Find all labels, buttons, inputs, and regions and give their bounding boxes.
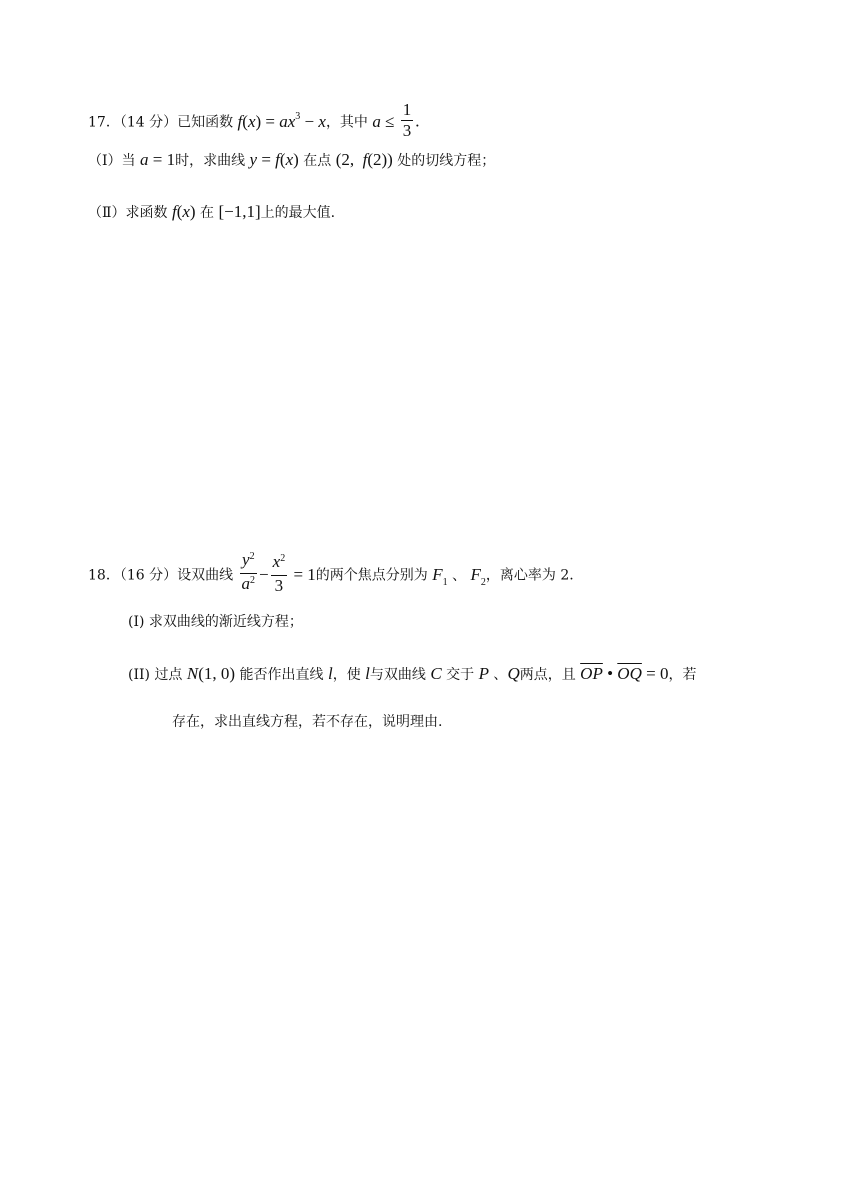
- q18-part2-text-d: 与双曲线: [369, 667, 426, 683]
- q18-part2-text-b: 能否作出直线: [239, 667, 324, 683]
- q18-number: 18．（16 分）: [88, 567, 178, 584]
- q18-curve-c: C: [430, 664, 442, 683]
- q17-stem: 17．（14 分）已知函数 $f(x) = ax^3 - x$，其中 a ≤ $\frac{1}{3}$ .: [88, 100, 420, 140]
- q18-text-foci: 的两个焦点分别为: [315, 567, 428, 584]
- q17-part1-when: 当: [121, 153, 136, 169]
- q18-part2: [128, 664, 696, 685]
- q17-part2-label: （Ⅱ）: [88, 205, 126, 221]
- q17-part2-interval: [−1,1]: [218, 202, 261, 221]
- q17-part2-text: 求函数: [125, 205, 168, 221]
- q18-text-given: 设双曲线: [177, 567, 234, 584]
- q17-part1-curve: y = f(x): [249, 150, 299, 169]
- q17-part1-a-value: a = 1: [139, 150, 176, 169]
- q18-part2-text-e: 交于: [446, 667, 475, 683]
- q18-text-ecc: ，离心率为 2.: [485, 567, 574, 584]
- q18-line-l: l: [327, 664, 333, 683]
- q18-part1-text: 求双曲线的渐近线方程；: [148, 614, 303, 630]
- q17-part1: [88, 150, 495, 171]
- q18-stem: [88, 552, 574, 599]
- q18-part1-label: (I): [128, 614, 145, 630]
- q17-part1-point: (2, f(2)): [335, 150, 393, 169]
- q18-points-pq: P 、Q: [478, 664, 520, 683]
- q18-hyperbola-equation: $\frac{y^2}{a^2}$ − $\frac{x^2}{3}$ = 1: [241, 550, 316, 595]
- q17-function-formula: $f(x) = ax^3 - x$: [237, 110, 326, 131]
- q18-line-l-2: l: [365, 664, 370, 683]
- q18-part2-label: (II): [128, 667, 150, 683]
- q18-part2-continued: [172, 712, 442, 732]
- q17-number: 17．（14 分）: [88, 114, 178, 131]
- q17-part2-end: 上的最大值.: [260, 205, 336, 221]
- q18-part2-text-f: 两点，且: [519, 667, 576, 683]
- q18-dot-product: $\overline{OP}$ • $\overline{OQ} = 0$: [580, 664, 669, 683]
- q17-part1-end: 处的切线方程；: [397, 153, 496, 169]
- q18-part1: [128, 612, 303, 632]
- q17-part1-mid: 时，求曲线: [175, 153, 246, 169]
- q18-part2-text-g: ，若: [668, 667, 697, 683]
- q17-part2: [88, 202, 335, 223]
- q17-part2-on: 在: [200, 205, 215, 221]
- q17-part2-function: f(x): [171, 202, 196, 221]
- q17-part1-label: （Ⅰ）: [88, 153, 122, 169]
- q18-part2-text-c: ，使: [332, 667, 361, 683]
- q18-part2-cont: 存在，求出直线方程，若不存在，说明理由.: [172, 714, 443, 730]
- q18-part2-text-a: 过点: [154, 667, 183, 683]
- q17-text-where: ，其中: [325, 114, 368, 131]
- q18-foci: $F_1$ 、 $F_2$: [432, 564, 486, 588]
- q17-part1-at-point: 在点: [303, 153, 332, 169]
- q18-point-n: N(1, 0): [186, 664, 236, 683]
- q17-condition-formula: a ≤ $\frac{1}{3}$: [372, 100, 412, 140]
- q17-text-given: 已知函数: [177, 114, 234, 131]
